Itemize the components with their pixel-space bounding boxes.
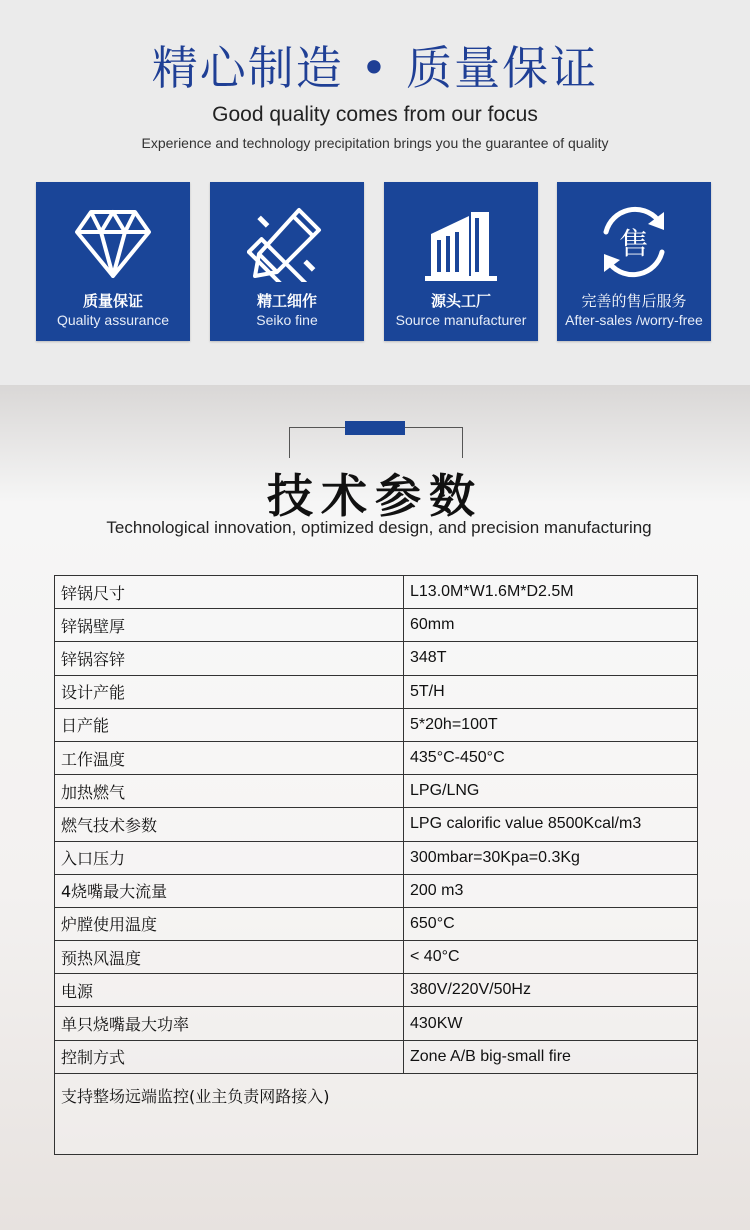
table-row-note [55, 1073, 698, 1154]
spec-label: 工作温度 [55, 741, 404, 774]
spec-label: 入口压力 [55, 841, 404, 874]
table-row [55, 907, 698, 940]
table-row [55, 675, 698, 708]
table-row [55, 609, 698, 642]
table-row [55, 1040, 698, 1073]
table-row [55, 741, 698, 774]
building-icon [421, 202, 501, 282]
spec-value: 300mbar=30Kpa=0.3Kg [404, 841, 698, 874]
table-row [55, 775, 698, 808]
spec-label: 燃气技术参数 [55, 808, 404, 841]
feature-card-service [557, 182, 711, 341]
spec-label: 4烧嘴最大流量 [55, 874, 404, 907]
spec-label: 单只烧嘴最大功率 [55, 1007, 404, 1040]
table-row [55, 642, 698, 675]
spec-value: 200 m3 [404, 874, 698, 907]
table-row [55, 841, 698, 874]
spec-label: 锌锅壁厚 [55, 609, 404, 642]
specs-title: 技术参数 [267, 469, 483, 523]
spec-label: 设计产能 [55, 675, 404, 708]
svg-text:售: 售 [619, 227, 649, 262]
spec-label: 锌锅尺寸 [55, 576, 404, 609]
spec-value: 430KW [404, 1007, 698, 1040]
spec-value: 650°C [404, 907, 698, 940]
diamond-icon [73, 202, 153, 282]
spec-label: 控制方式 [55, 1040, 404, 1073]
feature-card-quality [36, 182, 190, 341]
specs-subtitle: Technological innovation, optimized design, and precision manufacturing [106, 518, 652, 537]
feature-subtitle: Quality assurance [56, 312, 170, 328]
spec-value: 5*20h=100T [404, 708, 698, 741]
feature-title: 精工细作 [256, 292, 317, 310]
feature-subtitle: Seiko fine [256, 312, 318, 328]
feature-card-factory [384, 182, 538, 341]
table-row [55, 874, 698, 907]
feature-card-craft [210, 182, 364, 341]
spec-value: LPG calorific value 8500Kcal/m3 [404, 808, 698, 841]
page-subtitle: Good quality comes from our focus [212, 103, 538, 126]
feature-title: 完善的售后服务 [581, 292, 687, 310]
spec-value: L13.0M*W1.6M*D2.5M [404, 576, 698, 609]
feature-subtitle: Source manufacturer [395, 312, 527, 328]
spec-label: 电源 [55, 974, 404, 1007]
table-row [55, 576, 698, 609]
spec-value: 435°C-450°C [404, 741, 698, 774]
spec-value: 60mm [404, 609, 698, 642]
page-tagline: Experience and technology precipitation brings you the guarantee of quality [141, 135, 609, 151]
table-row [55, 974, 698, 1007]
table-row [55, 941, 698, 974]
spec-note: 支持整场远端监控(业主负责网路接入) [55, 1073, 698, 1154]
specs-table [54, 575, 698, 1155]
spec-value: Zone A/B big-small fire [404, 1040, 698, 1073]
table-row [55, 808, 698, 841]
spec-label: 预热风温度 [55, 941, 404, 974]
feature-title: 源头工厂 [430, 292, 491, 310]
spec-label: 炉膛使用温度 [55, 907, 404, 940]
title-accent-bar [345, 421, 405, 435]
spec-value: 380V/220V/50Hz [404, 974, 698, 1007]
service-icon [594, 202, 674, 282]
table-row [55, 1007, 698, 1040]
spec-label: 日产能 [55, 708, 404, 741]
spec-value: < 40°C [404, 941, 698, 974]
spec-value: 348T [404, 642, 698, 675]
pencil-ruler-icon [247, 202, 327, 282]
feature-subtitle: After-sales /worry-free [565, 312, 703, 328]
spec-value: 5T/H [404, 675, 698, 708]
spec-label: 加热燃气 [55, 775, 404, 808]
page-title: 精心制造 • 质量保证 [151, 41, 599, 95]
spec-label: 锌锅容锌 [55, 642, 404, 675]
table-row [55, 708, 698, 741]
spec-value: LPG/LNG [404, 775, 698, 808]
feature-title: 质量保证 [82, 292, 143, 310]
